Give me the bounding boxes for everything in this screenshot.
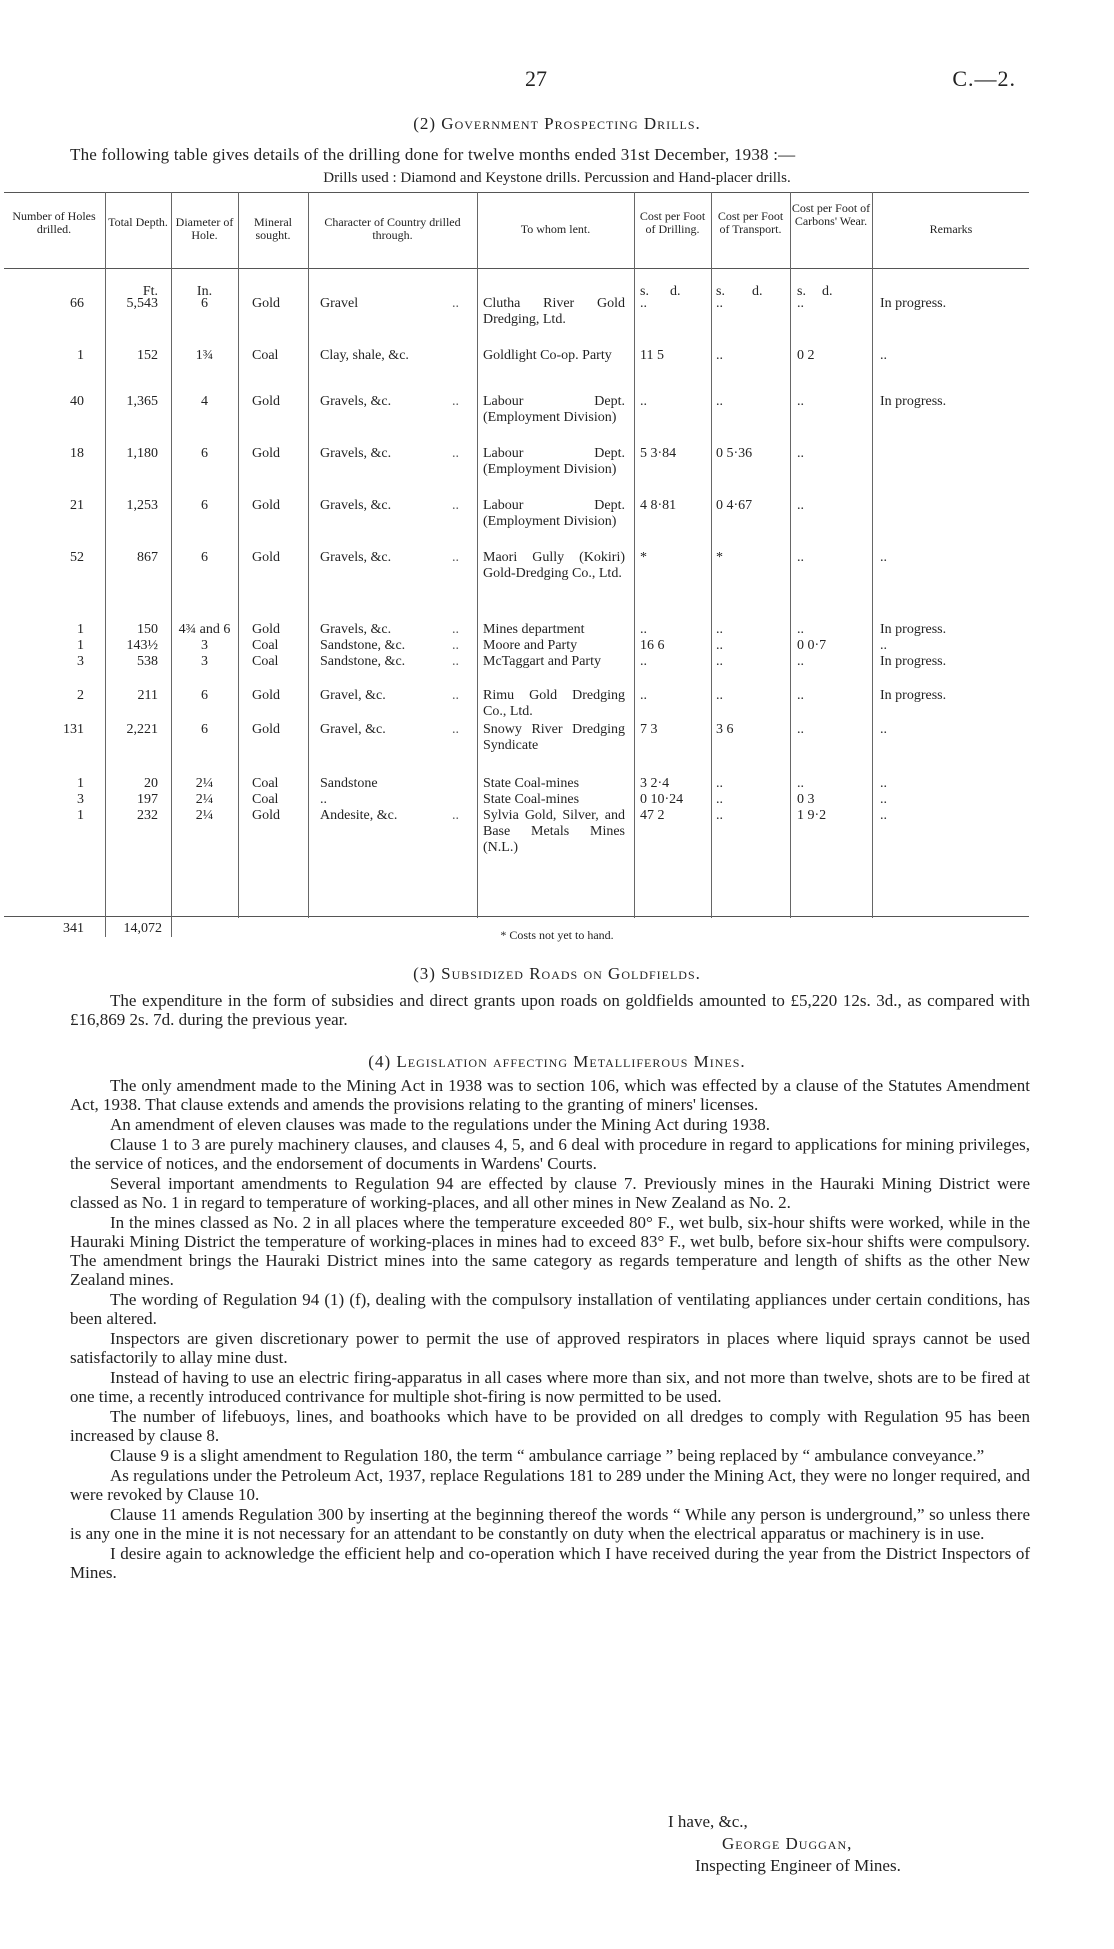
character-leader-dots: .. (452, 446, 459, 461)
diameter-cell: 2¼ (195, 792, 214, 807)
cost-transport-cell: * (716, 550, 723, 565)
holes-cell: 1 (77, 638, 84, 653)
cost-transport-cell: .. (716, 654, 723, 669)
mineral-cell: Gold (252, 446, 280, 461)
mineral-cell: Coal (252, 776, 279, 791)
cost-drilling-cell: .. (640, 296, 647, 311)
character-leader-dots: .. (452, 808, 459, 823)
header-mineral: Mineral sought. (254, 215, 292, 242)
holes-cell: 1 (77, 808, 84, 823)
cost-carbons-cell: 0 3 (797, 792, 815, 807)
remarks-cell: .. (880, 722, 887, 737)
depth-cell: 143½ (126, 638, 158, 653)
paragraph-text: The only amendment made to the Mining Act in 1938 was to section 106, which was effected by a clause of the Statutes Amendment Act, 1938. That clause extends and amends the provisions relating to the granting of miners' licenses. (70, 1076, 1030, 1114)
cost-transport-cell: .. (716, 808, 723, 823)
unit-depth: Ft. (142, 284, 158, 299)
column-rule (790, 192, 791, 918)
mineral-cell: Coal (252, 348, 279, 363)
character-cell: Sandstone, &c. (320, 654, 406, 669)
cost-transport-cell: .. (716, 638, 723, 653)
character-leader-dots: .. (452, 688, 459, 703)
cost-transport-cell: .. (716, 296, 723, 311)
section-3-title: (3) Subsidized Roads on Goldfields. (413, 964, 701, 983)
total-depth: 14,072 (123, 921, 162, 936)
section-4-paragraph (70, 1290, 1030, 1328)
paragraph-text: Inspectors are given discretionary power to permit the use of approved respirators in places where liquid sprays cannot be used satisfactorily to allay mine dust. (70, 1329, 1030, 1367)
cost-drilling-cell: .. (640, 622, 647, 637)
mineral-cell: Gold (252, 394, 280, 409)
character-cell: Andesite, &c. (320, 808, 398, 823)
cost-carbons-cell: .. (797, 654, 804, 669)
lent-cell: Labour Dept. (Employment Division) (483, 394, 625, 425)
section-4-paragraph (70, 1174, 1030, 1212)
cost-carbons-cell: .. (797, 550, 804, 565)
table-top-rule (4, 192, 1029, 193)
lent-cell: Maori Gully (Kokiri) Gold-Dredging Co., Ltd. (483, 550, 625, 581)
holes-cell: 66 (70, 296, 84, 311)
remarks-cell: .. (880, 348, 887, 363)
holes-cell: 131 (63, 722, 84, 737)
section-4-paragraph (70, 1544, 1030, 1582)
character-cell: Gravels, &c. (320, 498, 392, 513)
character-leader-dots: .. (452, 498, 459, 513)
character-cell: Gravels, &c. (320, 446, 392, 461)
cost-carbons-cell: .. (797, 722, 804, 737)
cost-drilling-cell: 16 6 (640, 638, 665, 653)
page-header (0, 66, 1114, 96)
lent-cell: State Coal-mines (483, 792, 580, 807)
depth-cell: 20 (144, 776, 158, 791)
mineral-cell: Coal (252, 792, 279, 807)
header-cost-transport: Cost per Foot of Transport. (717, 209, 784, 236)
unit-pence: d. (752, 284, 763, 299)
drilling-table (0, 192, 1114, 942)
paragraph-text: Clause 9 is a slight amendment to Regulation 180, the term “ ambulance carriage ” being replaced by “ ambulance conveyance.” (110, 1446, 985, 1465)
character-leader-dots: .. (452, 550, 459, 565)
cost-drilling-cell: 0 10·24 (640, 792, 684, 807)
cost-carbons-cell: .. (797, 446, 804, 461)
character-cell: .. (320, 792, 327, 807)
section-4-paragraph (70, 1076, 1030, 1114)
section-4-paragraph (70, 1115, 1030, 1134)
character-leader-dots: .. (452, 638, 459, 653)
column-rule (477, 192, 478, 918)
unit-pence: d. (822, 284, 833, 299)
lent-cell: Labour Dept. (Employment Division) (483, 446, 625, 477)
mineral-cell: Coal (252, 638, 279, 653)
holes-cell: 18 (70, 446, 84, 461)
holes-cell: 2 (77, 688, 84, 703)
section-2-intro: The following table gives details of the drilling done for twelve months ended 31st December, 1938 :— (70, 145, 796, 164)
unit-diameter: In. (196, 284, 213, 299)
holes-cell: 1 (77, 622, 84, 637)
paragraph-text: The number of lifebuoys, lines, and boathooks which have to be provided on all dredges to comply with Regulation 95 has been increased by clause 8. (70, 1407, 1030, 1445)
cost-transport-cell: .. (716, 776, 723, 791)
cost-carbons-cell: .. (797, 498, 804, 513)
section-4-paragraph (70, 1213, 1030, 1289)
column-rule (308, 192, 309, 918)
depth-cell: 1,180 (126, 446, 158, 461)
character-cell: Gravels, &c. (320, 394, 392, 409)
cost-carbons-cell: 0 2 (797, 348, 815, 363)
mineral-cell: Gold (252, 296, 280, 311)
paragraph-text: The wording of Regulation 94 (1) (f), dealing with the compulsory installation of ventilating appliances under certain conditions, has been altered. (70, 1290, 1030, 1328)
cost-drilling-cell: * (640, 550, 647, 565)
character-cell: Gravels, &c. (320, 622, 392, 637)
table-bottom-rule (4, 916, 1029, 917)
header-cost-carbons: Cost per Foot of Carbons' Wear. (791, 201, 871, 228)
cost-transport-cell: .. (716, 622, 723, 637)
cost-drilling-cell: 4 8·81 (640, 498, 677, 513)
mineral-cell: Gold (252, 808, 280, 823)
diameter-cell: 4 (201, 394, 208, 409)
character-cell: Clay, shale, &c. (320, 348, 409, 363)
paragraph-text: The expenditure in the form of subsidies and direct grants upon roads on goldfields amounted to £5,220 12s. 3d., as compared with £16,869 2s. 7d. during the previous year. (70, 991, 1030, 1029)
depth-cell: 867 (137, 550, 158, 565)
cost-drilling-cell: 5 3·84 (640, 446, 677, 461)
paragraph-text: Clause 11 amends Regulation 300 by inserting at the beginning thereof the words “ While any person is underground,” so unless there is any one in the mine it is not necessary for an attendant to be constantly on duty when the electrical apparatus or machinery is in use. (70, 1505, 1030, 1543)
paragraph-text: Clause 1 to 3 are purely machinery clauses, and clauses 4, 5, and 6 deal with procedure in regard to applications for mining privileges, the service of notices, and the endorsement of documents in Wardens' Courts. (70, 1135, 1030, 1173)
table-footnote: * Costs not yet to hand. (500, 928, 614, 942)
depth-cell: 150 (137, 622, 158, 637)
header-character: Character of Country drilled through. (324, 215, 461, 242)
remarks-cell: In progress. (880, 654, 947, 669)
cost-carbons-cell: .. (797, 688, 804, 703)
header-depth: Total Depth. (108, 215, 168, 229)
cost-drilling-cell: .. (640, 394, 647, 409)
lent-cell: Snowy River Dredging Syndicate (483, 722, 625, 753)
table-header-rule (4, 268, 1029, 269)
mineral-cell: Gold (252, 550, 280, 565)
holes-cell: 21 (70, 498, 84, 513)
column-rule (634, 192, 635, 918)
header-lent: To whom lent. (520, 222, 591, 236)
cost-transport-cell: 0 4·67 (716, 498, 753, 513)
header-holes: Number of Holes drilled. (12, 209, 96, 236)
character-leader-dots: .. (452, 722, 459, 737)
cost-carbons-cell: .. (797, 776, 804, 791)
cost-carbons-cell: .. (797, 394, 804, 409)
lent-cell: Clutha River Gold Dredging, Ltd. (483, 296, 625, 327)
section-3-paragraph (70, 991, 1030, 1029)
character-cell: Sandstone (320, 776, 378, 791)
paragraph-text: An amendment of eleven clauses was made to the regulations under the Mining Act during 1938. (110, 1115, 771, 1134)
section-4-paragraph (70, 1135, 1030, 1173)
diameter-cell: 2¼ (195, 776, 214, 791)
remarks-cell: .. (880, 776, 887, 791)
depth-cell: 538 (137, 654, 158, 669)
header-cost-drilling: Cost per Foot of Drilling. (639, 209, 706, 236)
character-cell: Gravel, &c. (320, 722, 386, 737)
lent-cell: Goldlight Co-op. Party (483, 348, 612, 363)
diameter-cell: 3 (201, 654, 208, 669)
remarks-cell: .. (880, 550, 887, 565)
cost-drilling-cell: .. (640, 688, 647, 703)
character-cell: Gravels, &c. (320, 550, 392, 565)
cost-drilling-cell: 11 5 (640, 348, 664, 363)
header-remarks: Remarks (929, 222, 973, 236)
mineral-cell: Gold (252, 498, 280, 513)
mineral-cell: Gold (252, 722, 280, 737)
drills-used-line: Drills used : Diamond and Keystone drills. Percussion and Hand-placer drills. (323, 170, 791, 186)
depth-cell: 1,365 (126, 394, 158, 409)
diameter-cell: 4¾ and 6 (178, 622, 231, 637)
cost-drilling-cell: 47 2 (640, 808, 665, 823)
diameter-cell: 1¾ (195, 348, 214, 363)
lent-cell: State Coal-mines (483, 776, 580, 791)
section-4-paragraph (70, 1329, 1030, 1367)
depth-cell: 211 (137, 688, 158, 703)
section-4-paragraph (70, 1368, 1030, 1406)
lent-cell: Labour Dept. (Employment Division) (483, 498, 625, 529)
signature-name: George Duggan, (722, 1834, 853, 1853)
column-rule (711, 192, 712, 918)
diameter-cell: 2¼ (195, 808, 214, 823)
paragraph-text: As regulations under the Petroleum Act, 1937, replace Regulations 181 to 289 under the Mining Act, they were no longer required, and were revoked by Clause 10. (70, 1466, 1030, 1504)
depth-cell: 5,543 (126, 296, 158, 311)
signature-title: Inspecting Engineer of Mines. (695, 1856, 901, 1875)
character-cell: Gravel (320, 296, 359, 311)
paragraph-text: In the mines classed as No. 2 in all places where the temperature exceeded 80° F., wet bulb, six-hour shifts were worked, while in the Hauraki Mining District the temperature of working-places in mines had to exceed 83° F., wet bulb, before six-hour shifts were compulsory. The amendment brings the Hauraki District mines into the same category as regards temperature and length of shifts as the other New Zealand mines. (70, 1213, 1030, 1289)
unit-shillings: s. (716, 284, 725, 299)
cost-transport-cell: .. (716, 792, 723, 807)
column-rule (238, 192, 239, 918)
cost-transport-cell: 0 5·36 (716, 446, 753, 461)
cost-carbons-cell: 0 0·7 (797, 638, 827, 653)
depth-cell: 232 (137, 808, 158, 823)
cost-transport-cell: 3 6 (716, 722, 734, 737)
remarks-cell: .. (880, 792, 887, 807)
page-number: 27 (525, 66, 547, 91)
remarks-cell: In progress. (880, 688, 947, 703)
character-leader-dots: .. (452, 622, 459, 637)
diameter-cell: 3 (201, 638, 208, 653)
mineral-cell: Gold (252, 622, 280, 637)
signature-closing: I have, &c., (668, 1812, 748, 1831)
cost-drilling-cell: 3 2·4 (640, 776, 670, 791)
diameter-cell: 6 (201, 688, 208, 703)
character-leader-dots: .. (452, 296, 459, 311)
character-cell: Sandstone, &c. (320, 638, 406, 653)
remarks-cell: In progress. (880, 394, 947, 409)
cost-transport-cell: .. (716, 688, 723, 703)
diameter-cell: 6 (201, 550, 208, 565)
unit-shillings: s. (797, 284, 806, 299)
holes-cell: 1 (77, 776, 84, 791)
holes-cell: 3 (77, 792, 84, 807)
section-4-title: (4) Legislation affecting Metalliferous Mines. (368, 1052, 746, 1071)
character-cell: Gravel, &c. (320, 688, 386, 703)
character-leader-dots: .. (452, 654, 459, 669)
document-reference: C.—2. (952, 66, 1016, 91)
diameter-cell: 6 (201, 296, 208, 311)
unit-shillings: s. (640, 284, 649, 299)
lent-cell: Sylvia Gold, Silver, and Base Metals Mines (N.L.) (483, 808, 625, 855)
holes-cell: 1 (77, 348, 84, 363)
cost-carbons-cell: .. (797, 296, 804, 311)
paragraph-text: Instead of having to use an electric firing-apparatus in all cases where more than six, and not more than twelve, shots are to be fired at one time, a recently introduced contrivance for multiple shot-firing is now permitted to be used. (70, 1368, 1030, 1406)
mineral-cell: Coal (252, 654, 279, 669)
lent-cell: McTaggart and Party (483, 654, 601, 669)
lent-cell: Moore and Party (483, 638, 578, 653)
section-4-paragraph (70, 1505, 1030, 1543)
cost-drilling-cell: 7 3 (640, 722, 658, 737)
diameter-cell: 6 (201, 446, 208, 461)
lent-cell: Mines department (483, 622, 585, 637)
section-4-paragraph (70, 1446, 1030, 1465)
paragraph-text: I desire again to acknowledge the efficient help and co-operation which I have received during the year from the District Inspectors of Mines. (70, 1544, 1030, 1582)
mineral-cell: Gold (252, 688, 280, 703)
column-rule (872, 192, 873, 918)
header-diameter: Diameter of Hole. (175, 215, 234, 242)
section-2-title: (2) Government Prospecting Drills. (413, 114, 701, 133)
depth-cell: 1,253 (126, 498, 158, 513)
remarks-cell: .. (880, 638, 887, 653)
holes-cell: 52 (70, 550, 84, 565)
remarks-cell: In progress. (880, 296, 947, 311)
total-holes: 341 (63, 921, 84, 936)
character-leader-dots: .. (452, 394, 459, 409)
cost-carbons-cell: 1 9·2 (797, 808, 827, 823)
depth-cell: 2,221 (126, 722, 158, 737)
diameter-cell: 6 (201, 498, 208, 513)
section-4-paragraph (70, 1407, 1030, 1445)
lent-cell: Rimu Gold Dredging Co., Ltd. (483, 688, 625, 719)
paragraph-text: Several important amendments to Regulation 94 are effected by clause 7. Previously mines in the Hauraki Mining District were classed as No. 1 in regard to temperature of working-places, and all other mines in New Zealand as No. 2. (70, 1174, 1030, 1212)
section-4-paragraph (70, 1466, 1030, 1504)
cost-carbons-cell: .. (797, 622, 804, 637)
cost-transport-cell: .. (716, 394, 723, 409)
cost-transport-cell: .. (716, 348, 723, 363)
remarks-cell: .. (880, 808, 887, 823)
unit-pence: d. (670, 284, 681, 299)
holes-cell: 40 (70, 394, 84, 409)
remarks-cell: In progress. (880, 622, 947, 637)
holes-cell: 3 (77, 654, 84, 669)
depth-cell: 197 (137, 792, 158, 807)
diameter-cell: 6 (201, 722, 208, 737)
cost-drilling-cell: .. (640, 654, 647, 669)
depth-cell: 152 (137, 348, 158, 363)
